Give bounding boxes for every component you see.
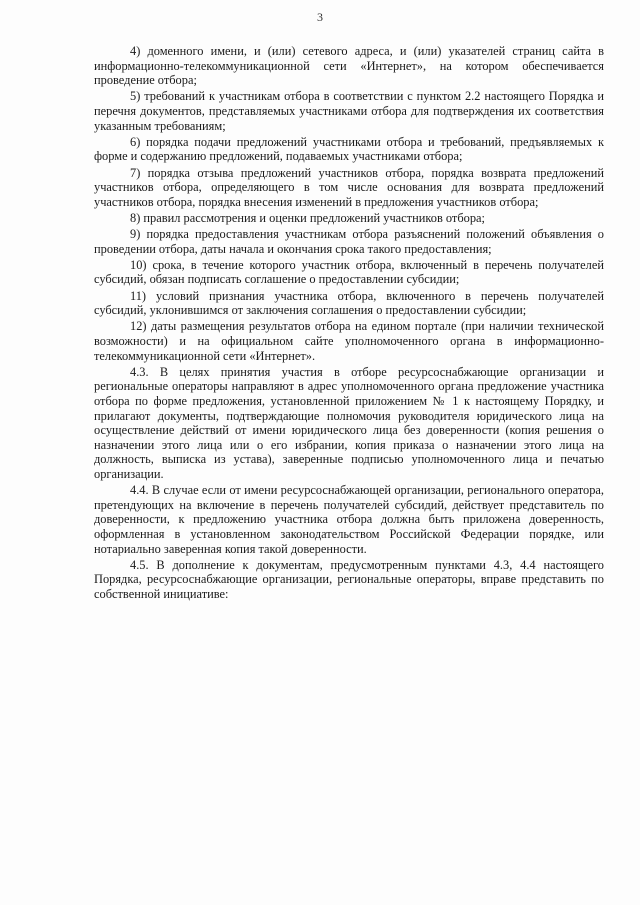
- paragraph-item-4: 4) доменного имени, и (или) сетевого адреса, и (или) указателей страниц сайта в информационно-телекоммуникационной сети «Интернет», на котором обеспечивается проведение отбора;: [94, 44, 604, 88]
- document-body: [94, 44, 604, 603]
- paragraph-item-6: 6) порядка подачи предложений участниками отбора и требований, предъявляемых к форме и содержанию предложений, подаваемых участниками отбора;: [94, 134, 604, 164]
- paragraph-item-7: 7) порядка отзыва предложений участников отбора, порядка возврата предложений участников отбора, определяющего в том числе основания для возврата предложений участников отбора, порядка внесения изменений в предложения участников отбора;: [94, 165, 604, 209]
- paragraph-item-5: 5) требований к участникам отбора в соответствии с пунктом 2.2 настоящего Порядка и перечня документов, представляемых участниками отбора для подтверждения их соответствия указанным требованиям;: [94, 89, 604, 133]
- paragraph-item-11: 11) условий признания участника отбора, включенного в перечень получателей субсидий, уклонившимся от заключения соглашения о предоставлении субсидии;: [94, 288, 604, 318]
- paragraph-item-12: 12) даты размещения результатов отбора на едином портале (при наличии технической возможности) и на официальном сайте уполномоченного органа в информационно-телекоммуникационной сети «Интернет».: [94, 319, 604, 363]
- paragraph-item-8: 8) правил рассмотрения и оценки предложений участников отбора;: [130, 210, 485, 225]
- paragraph-clause-4-3: 4.3. В целях принятия участия в отборе ресурсоснабжающие организации и региональные операторы направляют в адрес уполномоченного органа предложение участника отбора по форме предложения, установленной приложением № 1 к настоящему Порядку, и прилагают документы, подтверждающие полномочия руководителя юридического лица на осуществление действий от имени юридического лица без доверенности (копия решения о назначении этого лица или о его избрании, копия приказа о назначении этого лица на должность, выписка из устава), заверенные подписью уполномоченного лица и печатью организации.: [94, 364, 604, 481]
- paragraph-item-10: 10) срока, в течение которого участник отбора, включенный в перечень получателей субсидий, обязан подписать соглашение о предоставлении субсидии;: [94, 257, 604, 287]
- paragraph-clause-4-4: 4.4. В случае если от имени ресурсоснабжающей организации, регионального оператора, претендующих на включение в перечень получателей субсидий, действует представитель по доверенности, к предложению участника отбора должна быть приложена доверенность, оформленная в установленном законодательством Российской Федерации порядке, или нотариально заверенная копия такой доверенности.: [94, 483, 604, 556]
- page-number: 3: [317, 10, 323, 24]
- paragraph-item-9: 9) порядка предоставления участникам отбора разъяснений положений объявления о проведении отбора, даты начала и окончания срока такого предоставления;: [94, 227, 604, 256]
- paragraph-clause-4-5: 4.5. В дополнение к документам, предусмотренным пунктами 4.3, 4.4 настоящего Порядка, ресурсоснабжающие организации, региональные операторы, вправе представить по собственной инициативе:: [94, 557, 604, 601]
